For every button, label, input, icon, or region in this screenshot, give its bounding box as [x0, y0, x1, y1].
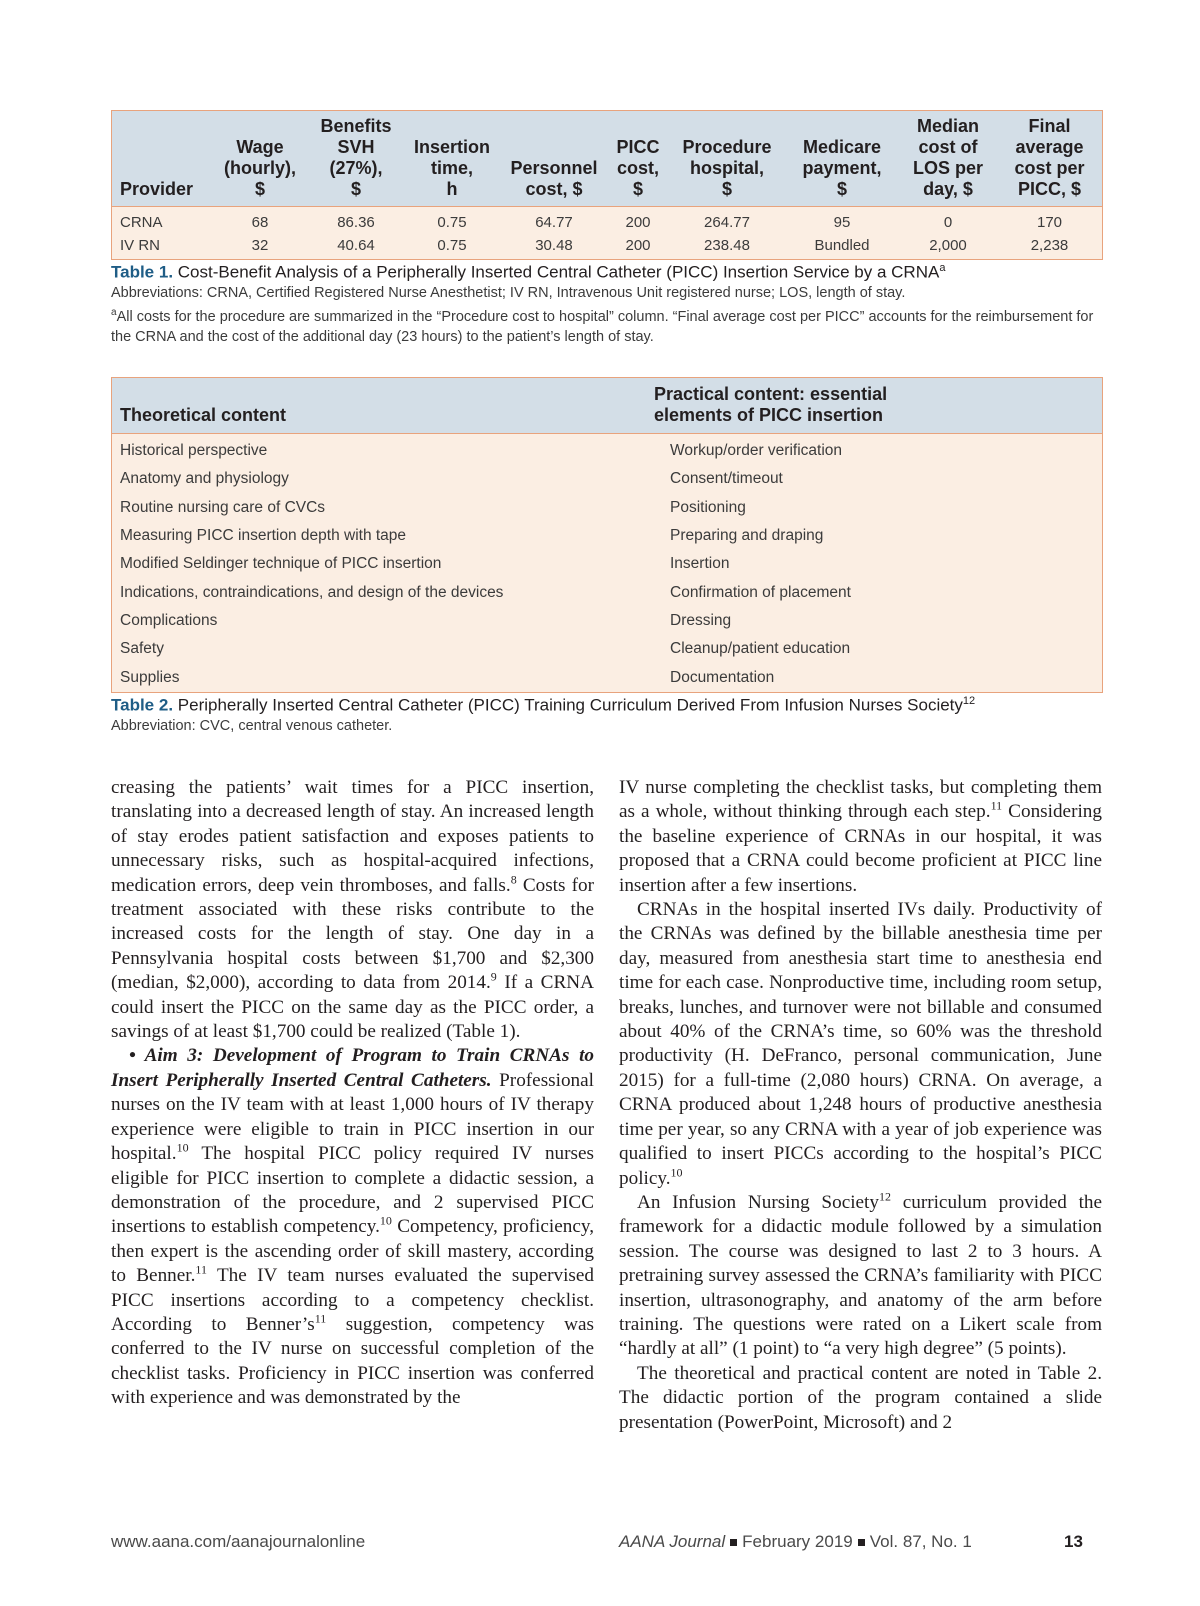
text-run: creasing the patients’ wait times for a PICC insertion, translating into a decreased length of stay. An increased length of stay erodes patient satisfaction and exposes patients to unnecessary risks, such as hospital-acquired infections, medication errors, deep vein thromboses, and falls. — [111, 777, 594, 896]
square-bullet-icon — [858, 1539, 865, 1546]
table-cell: 170 — [1036, 214, 1063, 231]
table-cell: 30.48 — [535, 237, 573, 254]
column-header-practical: Practical content: essential elements of PICC insertion — [654, 384, 888, 425]
table-cell: Historical perspective — [120, 442, 268, 460]
table-cell: Cleanup/patient education — [670, 640, 851, 658]
column-header-personnel-cost: Personnel cost, $ — [510, 158, 598, 199]
reference: 10 — [670, 1165, 683, 1180]
reference: 12 — [878, 1189, 891, 1204]
text-run: The IV team nurses evaluated the supervised PICC insertions according to a competency checklist. According to Benner’s — [111, 1265, 594, 1335]
table-row — [112, 607, 1102, 635]
table-cell: Workup/order verification — [670, 442, 843, 460]
table-row — [112, 522, 1102, 550]
table2-caption-label: Table 2. — [111, 695, 174, 715]
table1-footnote — [111, 303, 1103, 347]
column-header-theoretical: Theoretical content — [120, 405, 287, 425]
text-run: curriculum provided the framework for a didactic module followed by a simulation session. The course was designed to last 2 to 3 hours. A pretraining survey assessed the CRNA’s familiarity with PICC insertion, ultrasonography, and anatomy of the arm before training. The questions were rated on a Likert scale from “hardly at all” (1 point) to “a very high degree” (5 points). — [619, 1191, 1103, 1360]
column-header-provider: Provider — [120, 179, 194, 199]
column-header-final-average-cost: Final average cost per PICC, $ — [1014, 116, 1085, 199]
table-cell: Complications — [120, 611, 218, 629]
table-cell: 86.36 — [337, 214, 375, 231]
text-run: Costs for treatment associated with these risks contribute to the increased costs for the length of stay. One day in a Pennsylvania hospital costs between $1,700 and $2,300 (median, $2,000), according to data from 2014. — [111, 874, 594, 994]
table-row — [112, 663, 1102, 691]
table-cell: 200 — [625, 214, 651, 231]
table-picc-curriculum — [111, 377, 1103, 693]
column-header-medicare-payment: Medicare payment, $ — [802, 137, 882, 199]
table-cell: Routine nursing care of CVCs — [120, 498, 326, 516]
table2-caption — [111, 695, 975, 716]
table-cell: Preparing and draping — [670, 527, 824, 545]
table-cell: 264.77 — [704, 214, 750, 231]
table-row — [112, 437, 1102, 465]
table-cell: 32 — [251, 237, 269, 254]
column-header-wage: Wage (hourly), $ — [224, 137, 296, 199]
paragraph — [619, 1191, 1102, 1362]
table1-caption-label: Table 1. — [111, 262, 174, 282]
text-run: IV nurse completing the checklist tasks, but completing them as a whole, without thinking through each step. — [619, 777, 1102, 823]
table-row — [112, 494, 1102, 522]
table-cell: Measuring PICC insertion depth with tape — [120, 527, 407, 545]
table-cell: Confirmation of placement — [670, 583, 851, 601]
table-cell: 0 — [943, 214, 953, 231]
table1-caption-sup: a — [939, 262, 946, 274]
column-header-insertion-time: Insertion time, h — [413, 137, 490, 199]
reference: 11 — [195, 1262, 207, 1277]
body-column-right — [619, 776, 1102, 1435]
table-cell: Modified Seldinger technique of PICC insertion — [120, 555, 442, 573]
issue-date: February 2019 — [742, 1532, 853, 1551]
table-cell: Documentation — [670, 668, 775, 686]
text-run: Considering the baseline experience of CRNAs in our hospital, it was proposed that a CRNA could become proficient at PICC line insertion after a few insertions. — [619, 801, 1102, 896]
table-cell: Insertion — [670, 555, 730, 573]
paragraph — [619, 776, 1102, 898]
column-header-picc-cost: PICC cost, $ — [616, 137, 660, 199]
reference: 8 — [510, 872, 517, 887]
paragraph: The theoretical and practical content are noted in Table 2. The didactic portion of the program contained a slide presentation (PowerPoint, Microsoft) and 2 — [619, 1362, 1102, 1433]
table-cell: IV RN — [120, 237, 161, 254]
table-cell: Supplies — [120, 668, 180, 686]
paragraph — [111, 1044, 594, 1410]
table-cell: 238.48 — [704, 237, 750, 254]
table-row — [112, 211, 1102, 234]
reference: 10 — [176, 1140, 189, 1155]
table-cell: 2,000 — [929, 237, 967, 254]
text-run: suggestion, competency was conferred to the IV nurse on successful completion of the checklist tasks. Proficiency in PICC insertion was conferred with experience and was demonstrated by the — [111, 1313, 594, 1409]
footer-journal-info — [619, 1532, 972, 1552]
square-bullet-icon — [730, 1539, 737, 1546]
text-run: Competency, proficiency, then expert is the ascending order of skill mastery, according to Benner. — [111, 1216, 594, 1287]
table-header-row — [112, 378, 1102, 434]
table1-footnote-text: All costs for the procedure are summarized in the “Procedure cost to hospital” column. “Final average cost per PICC” accounts for the reimbursement for the CRNA and the cost of the additional day (23 hours) to the patient’s length of stay. — [111, 308, 1094, 345]
table-cell: 0.75 — [437, 214, 467, 231]
table-cell: 2,238 — [1030, 237, 1069, 254]
paragraph — [619, 898, 1102, 1191]
footer-url[interactable]: www.aana.com/aanajournalonline — [111, 1532, 366, 1551]
table1-caption — [111, 262, 945, 283]
table-cell: Indications, contraindications, and design of the devices — [120, 583, 504, 601]
table-cost-benefit — [111, 110, 1103, 260]
table-header-row — [112, 111, 1102, 207]
table-cell: Anatomy and physiology — [120, 470, 289, 488]
paragraph — [111, 776, 594, 1044]
body-column-left — [111, 776, 594, 1411]
table-cell: Safety — [120, 640, 164, 658]
table1-abbreviations: Abbreviations: CRNA, Certified Registered Nurse Anesthetist; IV RN, Intravenous Unit registered nurse; LOS, length of stay. — [111, 285, 906, 301]
journal-name: AANA Journal — [619, 1532, 726, 1551]
table-cell: 64.77 — [535, 214, 573, 231]
text-run: Professional nurses on the IV team with at least 1,000 hours of IV therapy experience were eligible to train in PICC insertion in our hospital. — [111, 1069, 594, 1165]
table-row — [112, 578, 1102, 606]
footnote-mark: a — [111, 307, 117, 318]
reference: 9 — [490, 969, 497, 984]
text-run: CRNAs in the hospital inserted IVs daily. Productivity of the CRNAs was defined by the billable anesthesia time per day, measured from anesthesia start time to anesthesia end time for each case. Nonproductive time, including room setup, breaks, lunches, and turnover were not billable and consumed about 40% of the CRNA’s time, so 60% was the threshold productivity (H. DeFranco, personal communication, June 2015) for a full-time (2,080 hours) CRNA. On average, a CRNA produced about 1,248 hours of productive anesthesia time per year, so any CRNA with a year of job experience was qualified to insert PICCs according to the hospital’s PICC policy. — [619, 899, 1102, 1189]
table-cell: Positioning — [670, 498, 746, 516]
text-run: An Infusion Nursing Society — [637, 1191, 879, 1213]
table-cell: 200 — [625, 237, 651, 254]
table-cell: CRNA — [120, 214, 163, 231]
table2-caption-sup: 12 — [962, 695, 976, 707]
table-row — [112, 234, 1102, 257]
volume-issue: Vol. 87, No. 1 — [869, 1532, 972, 1551]
table-row — [112, 550, 1102, 578]
table-cell: 0.75 — [437, 237, 467, 254]
reference: 10 — [379, 1213, 392, 1228]
table1-caption-text: Cost-Benefit Analysis of a Peripherally Inserted Central Catheter (PICC) Insertion Service by a CRNA — [177, 262, 940, 282]
table-cell: 95 — [833, 214, 851, 231]
table-cell: Dressing — [670, 611, 732, 629]
table-cell: Consent/timeout — [670, 470, 783, 488]
table-row — [112, 635, 1102, 663]
column-header-benefits: Benefits SVH (27%), $ — [320, 116, 392, 199]
table-cell: 40.64 — [337, 237, 375, 254]
table2-abbreviations: Abbreviation: CVC, central venous catheter. — [111, 718, 393, 734]
column-header-median-los-cost: Median cost of LOS per day, $ — [912, 116, 983, 199]
text-run: If a CRNA could insert the PICC on the same day as the PICC order, a savings of at least $1,700 could be realized (Table 1). — [111, 972, 594, 1043]
text-run: The hospital PICC policy required IV nurses eligible for PICC insertion to complete a didactic session, a demonstration of the procedure, and 2 supervised PICC insertions to establish competency. — [111, 1143, 594, 1238]
section-heading: • Aim 3: Development of Program to Train CRNAs to Insert Peripherally Inserted Central Catheters. — [111, 1045, 594, 1091]
table-row — [112, 465, 1102, 493]
reference: 11 — [990, 799, 1003, 814]
table2-caption-text: Peripherally Inserted Central Catheter (PICC) Training Curriculum Derived From Infusion Nurses Society — [177, 695, 963, 715]
page-number: 13 — [1064, 1532, 1083, 1551]
table-cell: Bundled — [814, 237, 870, 254]
reference: 11 — [314, 1311, 327, 1326]
table-cell: 68 — [251, 214, 269, 231]
column-header-procedure-hospital: Procedure hospital, $ — [682, 137, 772, 199]
